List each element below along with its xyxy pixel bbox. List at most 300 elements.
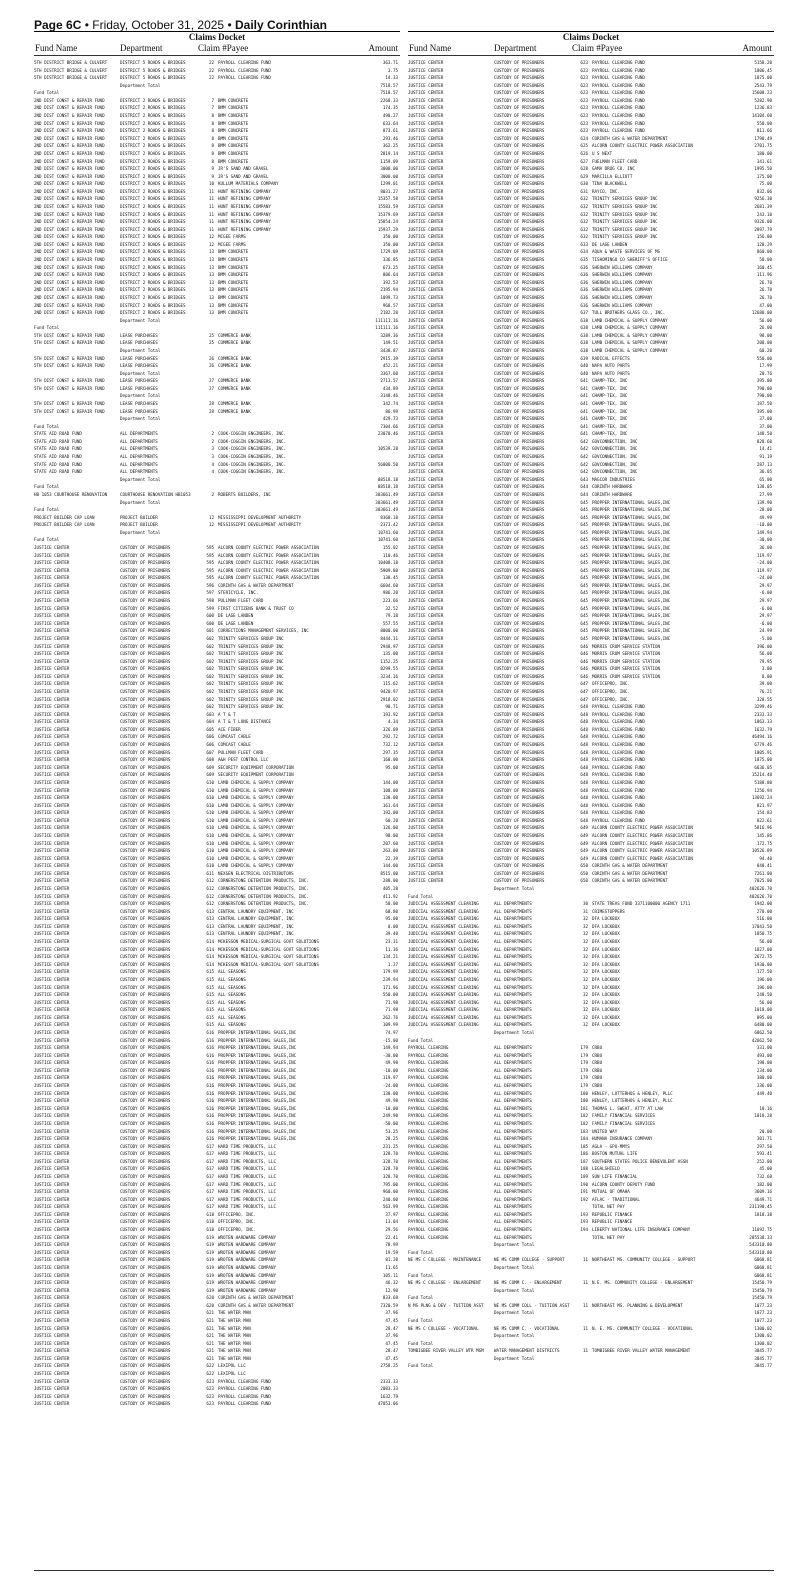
department-cell: ALL DEPARTMENTS — [494, 961, 532, 967]
fund-cell: PAYROLL CLEARING — [408, 1211, 449, 1217]
amount-cell: 15854.24 — [377, 219, 398, 225]
department-cell: CUSTODY OF PRISONERS — [120, 1302, 171, 1308]
amount-cell: 543310.80 — [749, 1249, 772, 1255]
amount-cell: 32.52 — [385, 605, 398, 611]
department-cell: ALL DEPARTMENTS — [494, 1105, 532, 1111]
claim-number-cell: 636 — [580, 287, 588, 293]
claim-number-cell: 642 — [580, 438, 588, 444]
payee-cell: BMM CONCRETE — [218, 97, 249, 103]
payee-cell: N. E. MS. COMMUNITY COLLEGE - VOCATIONAL — [592, 1325, 693, 1331]
amount-cell: 1299.01 — [380, 181, 398, 187]
department-cell: ALL DEPARTMENTS — [494, 1181, 532, 1187]
claim-number-cell: 632 — [580, 234, 588, 240]
table-row — [408, 218, 774, 226]
department-cell: LEASE PURCHASES — [120, 378, 158, 384]
amount-cell: 293.46 — [382, 135, 398, 141]
payee-cell: RADICAL EFFECTS — [592, 355, 630, 361]
table-row — [34, 559, 400, 567]
table-row — [34, 923, 400, 931]
table-row — [408, 1241, 774, 1249]
table-row — [408, 961, 774, 969]
payee-cell: ALL SEASONS — [218, 984, 246, 990]
claim-number-cell: 32 — [582, 1014, 588, 1020]
fund-cell: 2ND DIST CONST & REPAIR FUND — [34, 249, 105, 255]
amount-cell: 2713.57 — [380, 378, 398, 384]
table-row — [408, 1112, 774, 1120]
claim-number-cell: 25 — [208, 332, 214, 338]
table-row — [408, 1264, 774, 1272]
amount-cell: 350.00 — [382, 234, 398, 240]
fund-cell: JUSTICE CENTER — [34, 643, 70, 649]
fund-cell: JUSTICE CENTER — [408, 484, 444, 490]
table-row — [408, 415, 774, 423]
table-row — [408, 135, 774, 143]
fund-cell: JUSTICE CENTER — [408, 181, 444, 187]
table-row — [34, 74, 400, 82]
fund-cell: NE MS C COLLEGE - VOCATIONAL — [408, 1325, 479, 1331]
department-cell: LEASE PURCHASES — [120, 355, 158, 361]
department-cell: Department Total — [120, 476, 161, 482]
department-cell: CUSTODY OF PRISONERS — [494, 635, 545, 641]
fund-cell: JUSTICE CENTER — [34, 1355, 70, 1361]
table-row — [408, 855, 774, 863]
amount-cell: 139.90 — [756, 499, 772, 505]
claim-number-cell: 645 — [580, 499, 588, 505]
department-cell: CUSTODY OF PRISONERS — [494, 825, 545, 831]
table-row — [408, 1082, 774, 1090]
fund-cell: JUSTICE CENTER — [408, 166, 444, 172]
department-cell: Department Total — [120, 393, 161, 399]
table-row — [34, 423, 400, 431]
payee-cell: LAMB CHEMICAL & SUPPLY COMPANY — [218, 855, 294, 861]
table-row — [408, 408, 774, 416]
department-cell: CUSTODY OF PRISONERS — [494, 802, 545, 808]
fund-cell: TOMBIGBEE RIVER VALLEY WTR MGM — [408, 1348, 484, 1354]
claim-number-cell: 8 — [211, 120, 214, 126]
amount-cell: 2819.14 — [380, 150, 398, 156]
amount-cell: 88518.18 — [377, 484, 398, 490]
claim-number-cell: 624 — [580, 135, 588, 141]
claim-number-cell: 641 — [580, 431, 588, 437]
fund-cell: JUSTICE CENTER — [34, 1378, 70, 1384]
claim-number-cell: 616 — [206, 1090, 214, 1096]
claim-number-cell: 636 — [580, 279, 588, 285]
table-row — [34, 506, 400, 514]
department-cell: CUSTODY OF PRISONERS — [494, 681, 545, 687]
fund-cell: JUSTICE CENTER — [408, 461, 444, 467]
fund-cell: PAYROLL CLEARING — [408, 1067, 449, 1073]
department-cell: DISTRICT 2 ROADS & BRIDGES — [120, 120, 186, 126]
department-cell: CUSTODY OF PRISONERS — [494, 545, 545, 550]
fund-cell: JUSTICE CENTER — [34, 666, 70, 672]
fund-cell: JUSTICE CENTER — [408, 628, 444, 634]
payee-cell: CORINTH GAS & WATER DEPARTMENT — [592, 878, 668, 884]
table-row — [408, 120, 774, 128]
fund-cell: JUSTICE CENTER — [34, 1037, 70, 1043]
table-row — [408, 468, 774, 476]
table-row — [34, 256, 400, 264]
claim-number-cell: 650 — [580, 870, 588, 876]
fund-cell: PAYROLL CLEARING — [408, 1234, 449, 1240]
fund-cell: PAYROLL CLEARING — [408, 1052, 449, 1058]
fund-cell: Fund Total — [408, 1037, 434, 1043]
fund-cell: STATE AID ROAD FUND — [34, 431, 82, 437]
amount-cell: 197.50 — [756, 401, 772, 407]
claim-number-cell: 640 — [580, 370, 588, 376]
table-row — [408, 89, 774, 97]
claim-number-cell: 641 — [580, 416, 588, 422]
fund-cell: JUSTICE CENTER — [408, 317, 444, 323]
fund-cell: JUSTICE CENTER — [408, 287, 444, 293]
payee-cell: HARD TIME PRODUCTS, LLC — [218, 1196, 276, 1202]
claim-number-cell: 606 — [206, 742, 214, 748]
amount-cell: 243.10 — [756, 211, 772, 217]
department-cell: CUSTODY OF PRISONERS — [120, 1181, 171, 1187]
amount-cell: 1850.75 — [754, 931, 772, 937]
table-row — [408, 885, 774, 893]
claim-number-cell: 11 — [582, 1302, 588, 1308]
payee-cell: DFA LOCKBOX — [592, 976, 620, 982]
payee-cell: TRINITY SERVICES GROUP INC — [592, 196, 658, 202]
payee-cell: PAYROLL CLEARING FUND — [592, 128, 645, 134]
table-row — [34, 1135, 400, 1143]
fund-cell: JUDICIAL ASSESSMENT CLEARING — [408, 992, 479, 998]
payee-cell: DFA LOCKBOX — [592, 992, 620, 998]
amount-cell: 231190.45 — [749, 1204, 772, 1210]
fund-cell: JUSTICE CENTER — [408, 613, 444, 619]
payee-cell: DFA LOCKBOX — [592, 939, 620, 945]
payee-cell: COMMERCE BANK — [218, 332, 251, 338]
payee-cell: BMM CONCRETE — [218, 264, 249, 270]
table-row — [408, 574, 774, 582]
claim-number-cell: 8 — [211, 158, 214, 164]
department-cell: CUSTODY OF PRISONERS — [494, 855, 545, 861]
table-row — [34, 915, 400, 923]
amount-cell: 15379.69 — [377, 211, 398, 217]
fund-cell: JUSTICE CENTER — [34, 1007, 70, 1013]
fund-cell: STATE AID ROAD FUND — [34, 446, 82, 452]
table-row — [34, 847, 400, 855]
fund-cell: Fund Total — [408, 1363, 434, 1369]
amount-cell: 297.50 — [756, 1143, 772, 1149]
amount-cell: 821.97 — [756, 802, 772, 808]
claim-number-cell: 13 — [208, 272, 214, 278]
fund-cell: JUSTICE CENTER — [34, 779, 70, 785]
table-row — [408, 643, 774, 651]
amount-cell: 490.27 — [382, 113, 398, 119]
claim-number-cell: 32 — [582, 976, 588, 982]
department-cell: CUSTODY OF PRISONERS — [120, 1090, 171, 1096]
fund-cell: 2ND DIST CONST & REPAIR FUND — [34, 196, 105, 202]
claim-number-cell: 610 — [206, 795, 214, 801]
amount-cell: 288.00 — [382, 878, 398, 884]
amount-cell: 8444.31 — [380, 635, 398, 641]
amount-cell: 3234.16 — [380, 673, 398, 679]
department-cell: CUSTODY OF PRISONERS — [494, 507, 545, 513]
claim-number-cell: 623 — [580, 128, 588, 134]
table-row — [34, 1074, 400, 1082]
table-row — [34, 150, 400, 158]
claims-table-right — [408, 59, 774, 1370]
table-row — [34, 627, 400, 635]
fund-cell: JUSTICE CENTER — [408, 643, 444, 649]
table-row — [408, 870, 774, 878]
table-row — [34, 688, 400, 696]
amount-cell: 177.50 — [756, 969, 772, 975]
amount-cell: 0.00 — [387, 923, 398, 929]
department-cell: CUSTODY OF PRISONERS — [494, 688, 545, 694]
claim-number-cell: 648 — [580, 779, 588, 785]
amount-cell: 14104.60 — [751, 113, 772, 119]
table-row — [408, 294, 774, 302]
payee-cell: MCGEE FARMS — [218, 234, 246, 240]
payee-cell: WROTEN HARDWARE COMPANY — [218, 1234, 276, 1240]
claim-number-cell: 645 — [580, 507, 588, 513]
payee-cell: OFFICEPRO, INC. — [592, 696, 630, 702]
table-row — [34, 317, 400, 325]
fund-cell: JUSTICE CENTER — [408, 817, 444, 823]
payee-cell: ALCORN COUNTY ELECTRIC POWER ASSOCIATION — [218, 552, 319, 558]
fund-cell: Fund Total — [34, 507, 60, 513]
fund-cell: JUSTICE CENTER — [408, 575, 444, 581]
payee-cell: NEXGEN ELECTRICAL DISTRIBUTORS — [218, 870, 294, 876]
table-row — [408, 1120, 774, 1128]
fund-cell: JUSTICE CENTER — [34, 1105, 70, 1111]
department-cell: CUSTODY OF PRISONERS — [494, 749, 545, 755]
claim-number-cell: 9 — [211, 166, 214, 172]
table-row — [408, 491, 774, 499]
payee-cell: ALL SEASONS — [218, 969, 246, 975]
claim-number-cell: 630 — [580, 181, 588, 187]
fund-cell: JUSTICE CENTER — [408, 294, 444, 300]
table-row — [408, 256, 774, 264]
department-cell: CUSTODY OF PRISONERS — [494, 150, 545, 156]
table-row — [34, 1241, 400, 1249]
department-cell: ALL DEPARTMENTS — [494, 1196, 532, 1202]
claim-number-cell: 32 — [582, 999, 588, 1005]
fund-cell: PAYROLL CLEARING — [408, 1219, 449, 1225]
department-cell: CUSTODY OF PRISONERS — [120, 779, 171, 785]
department-cell: ALL DEPARTMENTS — [494, 984, 532, 990]
amount-cell: 1077.23 — [754, 1302, 772, 1308]
table-row — [34, 332, 400, 340]
payee-cell: GOVCONNECTION, INC — [592, 461, 638, 467]
table-row — [34, 1196, 400, 1204]
amount-cell: 3.00 — [761, 666, 772, 672]
department-cell: CUSTODY OF PRISONERS — [494, 848, 545, 854]
amount-cell: 4649.71 — [754, 1196, 772, 1202]
amount-cell: 37.96 — [385, 1333, 398, 1339]
payee-cell: MORRIS CRUM SERVICE STATION — [592, 666, 661, 672]
amount-cell: 1018.00 — [754, 1007, 772, 1013]
table-row — [34, 764, 400, 772]
payee-cell: LAMB CHEMICAL & SUPPLY COMPANY — [218, 848, 294, 854]
payee-cell: HENLEY, LOTTERHOS & HENLEY, PLLC — [592, 1098, 673, 1104]
table-row — [408, 544, 774, 552]
claim-number-cell: 645 — [580, 598, 588, 604]
department-cell: NE MS COMM COLLEGE - SUPPORT — [494, 1257, 565, 1263]
department-cell: CUSTODY OF PRISONERS — [494, 97, 545, 103]
claim-number-cell: 614 — [206, 939, 214, 945]
department-cell: CUSTODY OF PRISONERS — [494, 431, 545, 437]
amount-cell: 9256.30 — [754, 196, 772, 202]
claim-number-cell: 619 — [206, 1249, 214, 1255]
fund-cell: 2ND DIST CONST & REPAIR FUND — [34, 128, 105, 134]
amount-cell: 1077.23 — [754, 1317, 772, 1323]
amount-cell: 39.40 — [385, 931, 398, 937]
table-row — [408, 1287, 774, 1295]
department-cell: CUSTODY OF PRISONERS — [494, 810, 545, 816]
claim-number-cell: 628 — [580, 166, 588, 172]
fund-cell: PAYROLL CLEARING — [408, 1196, 449, 1202]
payee-cell: PULLMAN FLEET CARD — [218, 749, 264, 755]
fund-cell: JUSTICE CENTER — [408, 226, 444, 232]
fund-cell: PAYROLL CLEARING — [408, 1181, 449, 1187]
amount-cell: 60.20 — [759, 347, 772, 353]
fund-cell: JUSTICE CENTER — [408, 264, 444, 270]
fund-cell: HB 1053 COURTHOUSE RENOVATION — [34, 491, 108, 497]
table-row — [34, 1226, 400, 1234]
claim-number-cell: 616 — [206, 1037, 214, 1043]
department-cell: CUSTODY OF PRISONERS — [120, 1325, 171, 1331]
fund-cell: PAYROLL CLEARING — [408, 1151, 449, 1157]
table-row — [408, 612, 774, 620]
fund-cell: JUSTICE CENTER — [34, 590, 70, 596]
department-cell: Department Total — [494, 1287, 535, 1293]
claim-number-cell: 619 — [206, 1280, 214, 1286]
fund-cell: JUSTICE CENTER — [34, 552, 70, 558]
department-cell: CUSTODY OF PRISONERS — [494, 613, 545, 619]
payee-cell: PROPPER INTERNATIONAL SALES,INC — [592, 567, 671, 573]
department-cell: CUSTODY OF PRISONERS — [494, 211, 545, 217]
amount-cell: 71.98 — [385, 1007, 398, 1013]
claim-number-cell: 636 — [580, 294, 588, 300]
column-headers — [408, 42, 774, 56]
fund-cell: JUSTICE CENTER — [408, 158, 444, 164]
payee-cell: BMM CONCRETE — [218, 294, 249, 300]
claim-number-cell: 602 — [206, 681, 214, 687]
payee-cell: UNITED WAY — [592, 1128, 618, 1134]
payee-cell: PAYROLL CLEARING FUND — [592, 787, 645, 793]
amount-cell: 1818.38 — [754, 1211, 772, 1217]
fund-cell: 2ND DIST CONST & REPAIR FUND — [34, 97, 105, 103]
table-row — [408, 809, 774, 817]
claim-number-cell: 622 — [206, 1363, 214, 1369]
payee-cell: MUTUAL OF OMAHA — [592, 1189, 630, 1195]
fund-cell: Fund Total — [34, 325, 60, 331]
payee-cell: COMCAST CABLE — [218, 742, 251, 748]
table-row — [408, 658, 774, 666]
claim-number-cell: 619 — [206, 1257, 214, 1263]
department-cell: ALL DEPARTMENTS — [494, 908, 532, 914]
table-row — [408, 1302, 774, 1310]
payee-cell: CORNERSTONE DETENTION PRODUCTS, INC. — [218, 878, 309, 884]
amount-cell: 6068.81 — [754, 1264, 772, 1270]
table-row — [34, 1317, 400, 1325]
claim-number-cell: 11 — [208, 203, 214, 209]
amount-cell: 144.00 — [382, 779, 398, 785]
payee-cell: ALCORN COUNTY ELECTRIC POWER ASSOCIATION — [592, 855, 693, 861]
amount-cell: 47.45 — [385, 1317, 398, 1323]
payee-cell: HARD TIME PRODUCTS, LLC — [218, 1204, 276, 1210]
payee-cell: BMM CONCRETE — [218, 128, 249, 134]
table-row — [34, 1014, 400, 1022]
payee-cell: LAMB CHEMICAL & SUPPLY COMPANY — [218, 795, 294, 801]
fund-cell: JUSTICE CENTER — [34, 976, 70, 982]
department-cell: CUSTODY OF PRISONERS — [120, 590, 171, 596]
payee-cell: HARD TIME PRODUCTS, LLC — [218, 1173, 276, 1179]
fund-cell: 5TH DIST CONST & REPAIR FUND — [34, 332, 105, 338]
fund-cell: JUSTICE CENTER — [34, 696, 70, 702]
department-cell: LEASE PURCHASES — [120, 408, 158, 414]
table-row — [34, 347, 400, 355]
table-row — [408, 370, 774, 378]
department-cell: CUSTODY OF PRISONERS — [494, 658, 545, 664]
fund-cell: PAYROLL CLEARING — [408, 1075, 449, 1081]
amount-cell: 452.21 — [382, 363, 398, 369]
claim-number-cell: 612 — [206, 893, 214, 899]
amount-cell: 303661.49 — [375, 491, 398, 497]
payee-cell: COOK-COGGIN ENGINEERS, INC. — [218, 461, 287, 467]
claim-number-cell: 647 — [580, 696, 588, 702]
fund-cell: JUSTICE CENTER — [408, 150, 444, 156]
department-cell: CUSTODY OF PRISONERS — [120, 954, 171, 960]
amount-cell: 262.76 — [382, 1014, 398, 1020]
claim-number-cell: 192 — [580, 1196, 588, 1202]
payee-cell: WROTEN HARDWARE COMPANY — [218, 1257, 276, 1263]
department-cell: CUSTODY OF PRISONERS — [494, 772, 545, 778]
table-row — [34, 1378, 400, 1386]
payee-cell: HUNT REFINING COMPANY — [218, 196, 271, 202]
amount-cell: 240.00 — [382, 1196, 398, 1202]
payee-cell: BMM CONCRETE — [218, 120, 249, 126]
fund-cell: JUSTICE CENTER — [34, 681, 70, 687]
payee-cell: PAYROLL CLEARING FUND — [592, 90, 645, 96]
amount-cell: 449.40 — [756, 1090, 772, 1096]
department-cell: CUSTODY OF PRISONERS — [120, 643, 171, 649]
header-amount: Amount — [742, 43, 772, 53]
payee-cell: PAYROLL CLEARING FUND — [592, 711, 645, 717]
table-row — [408, 1181, 774, 1189]
claim-number-cell: 642 — [580, 454, 588, 460]
payee-cell: PAYROLL CLEARING FUND — [592, 734, 645, 740]
department-cell: DISTRICT 2 ROADS & BRIDGES — [120, 302, 186, 308]
table-row — [34, 855, 400, 863]
payee-cell: DFA LOCKBOX — [592, 923, 620, 929]
table-row — [408, 1340, 774, 1348]
amount-cell: -28.00 — [756, 507, 772, 513]
amount-cell: 285538.33 — [749, 1234, 772, 1240]
claim-number-cell: 608 — [206, 757, 214, 763]
claim-number-cell: 641 — [580, 401, 588, 407]
amount-cell: -30.00 — [756, 537, 772, 543]
table-row — [408, 1188, 774, 1196]
claim-number-cell: 11 — [208, 211, 214, 217]
table-row — [34, 893, 400, 901]
amount-cell: 49.98 — [385, 1098, 398, 1104]
department-cell: CUSTODY OF PRISONERS — [494, 757, 545, 763]
payee-cell: ALL SEASONS — [218, 1014, 246, 1020]
fund-cell: JUSTICE CENTER — [34, 1189, 70, 1195]
amount-cell: 49.99 — [759, 514, 772, 520]
fund-cell: 5TH DIST CONST & REPAIR FUND — [34, 385, 105, 391]
claim-number-cell: 194 — [580, 1227, 588, 1233]
claim-number-cell: 191 — [580, 1189, 588, 1195]
amount-cell: 895.00 — [756, 1014, 772, 1020]
fund-cell: JUSTICE CENTER — [34, 1317, 70, 1323]
claim-number-cell: 598 — [206, 598, 214, 604]
header-claim-payee: Claim #Payee — [572, 43, 623, 53]
